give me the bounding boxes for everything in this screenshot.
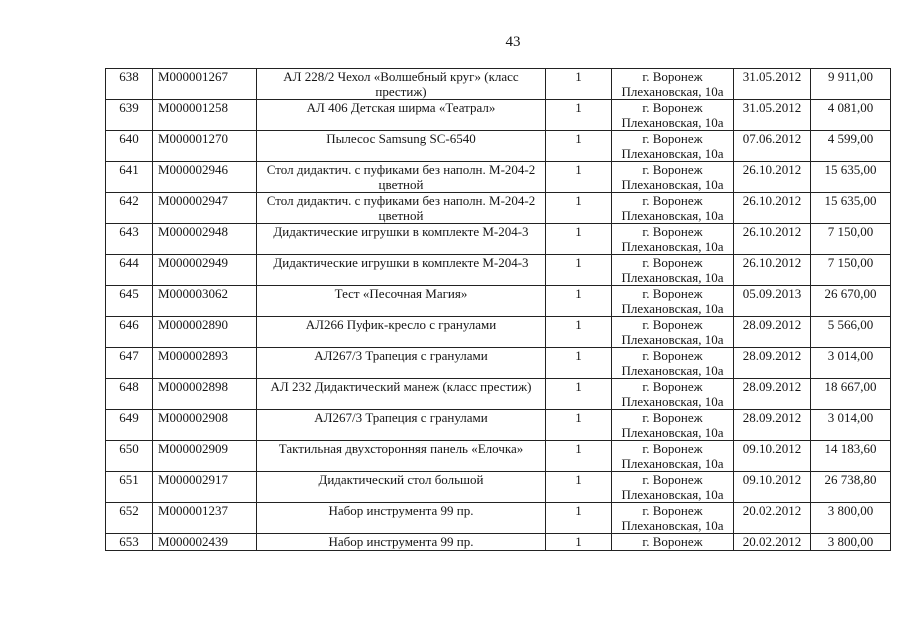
row-number-cell: 641 [106, 162, 153, 193]
quantity-cell: 1 [546, 379, 612, 410]
amount-cell: 7 150,00 [811, 255, 891, 286]
table-row [106, 503, 891, 534]
table-row [106, 131, 891, 162]
row-number-cell: 645 [106, 286, 153, 317]
item-name-cell: Дидактические игрушки в комплекте М-204-3 [257, 255, 546, 286]
location-cell: г. Воронеж Плехановская, 10а [612, 503, 734, 534]
location-cell: г. Воронеж Плехановская, 10а [612, 224, 734, 255]
item-name-cell: АЛ 406 Детская ширма «Театрал» [257, 100, 546, 131]
location-cell: г. Воронеж Плехановская, 10а [612, 317, 734, 348]
inventory-code-cell: M000002439 [153, 534, 257, 551]
date-cell: 20.02.2012 [734, 503, 811, 534]
location-cell: г. Воронеж Плехановская, 10а [612, 379, 734, 410]
amount-cell: 14 183,60 [811, 441, 891, 472]
inventory-code-cell: M000002917 [153, 472, 257, 503]
location-cell: г. Воронеж Плехановская, 10а [612, 162, 734, 193]
row-number-cell: 643 [106, 224, 153, 255]
date-cell: 05.09.2013 [734, 286, 811, 317]
amount-cell: 3 800,00 [811, 503, 891, 534]
inventory-code-cell: M000002908 [153, 410, 257, 441]
inventory-code-cell: M000001270 [153, 131, 257, 162]
row-number-cell: 651 [106, 472, 153, 503]
item-name-cell: Стол дидактич. с пуфиками без наполн. М-204-2 цветной [257, 162, 546, 193]
amount-cell: 3 014,00 [811, 348, 891, 379]
date-cell: 09.10.2012 [734, 441, 811, 472]
inventory-table-body [106, 69, 891, 551]
location-cell: г. Воронеж [612, 534, 734, 551]
inventory-code-cell: M000002948 [153, 224, 257, 255]
item-name-cell: Тест «Песочная Магия» [257, 286, 546, 317]
table-row [106, 286, 891, 317]
date-cell: 28.09.2012 [734, 410, 811, 441]
item-name-cell: Дидактические игрушки в комплекте М-204-3 [257, 224, 546, 255]
location-cell: г. Воронеж Плехановская, 10а [612, 441, 734, 472]
date-cell: 26.10.2012 [734, 193, 811, 224]
quantity-cell: 1 [546, 100, 612, 131]
date-cell: 28.09.2012 [734, 348, 811, 379]
location-cell: г. Воронеж Плехановская, 10а [612, 472, 734, 503]
inventory-code-cell: M000001258 [153, 100, 257, 131]
inventory-code-cell: M000003062 [153, 286, 257, 317]
amount-cell: 15 635,00 [811, 193, 891, 224]
amount-cell: 18 667,00 [811, 379, 891, 410]
table-row [106, 100, 891, 131]
quantity-cell: 1 [546, 410, 612, 441]
location-cell: г. Воронеж Плехановская, 10а [612, 131, 734, 162]
quantity-cell: 1 [546, 534, 612, 551]
table-row [106, 162, 891, 193]
row-number-cell: 652 [106, 503, 153, 534]
table-row [106, 224, 891, 255]
date-cell: 26.10.2012 [734, 224, 811, 255]
item-name-cell: Стол дидактич. с пуфиками без наполн. М-204-2 цветной [257, 193, 546, 224]
date-cell: 07.06.2012 [734, 131, 811, 162]
item-name-cell: АЛ266 Пуфик-кресло с гранулами [257, 317, 546, 348]
item-name-cell: Пылесос Samsung SC-6540 [257, 131, 546, 162]
table-row [106, 69, 891, 100]
table-row [106, 534, 891, 551]
quantity-cell: 1 [546, 472, 612, 503]
quantity-cell: 1 [546, 503, 612, 534]
date-cell: 31.05.2012 [734, 100, 811, 131]
item-name-cell: АЛ267/3 Трапеция с гранулами [257, 410, 546, 441]
table-row [106, 472, 891, 503]
location-cell: г. Воронеж Плехановская, 10а [612, 286, 734, 317]
date-cell: 20.02.2012 [734, 534, 811, 551]
row-number-cell: 646 [106, 317, 153, 348]
inventory-code-cell: M000001237 [153, 503, 257, 534]
amount-cell: 15 635,00 [811, 162, 891, 193]
item-name-cell: АЛ 232 Дидактический манеж (класс престиж) [257, 379, 546, 410]
row-number-cell: 640 [106, 131, 153, 162]
item-name-cell: Дидактический стол большой [257, 472, 546, 503]
quantity-cell: 1 [546, 131, 612, 162]
date-cell: 09.10.2012 [734, 472, 811, 503]
quantity-cell: 1 [546, 224, 612, 255]
page-number: 43 [505, 34, 521, 50]
inventory-code-cell: M000002947 [153, 193, 257, 224]
item-name-cell: Набор инструмента 99 пр. [257, 503, 546, 534]
location-cell: г. Воронеж Плехановская, 10а [612, 193, 734, 224]
amount-cell: 9 911,00 [811, 69, 891, 100]
amount-cell: 26 670,00 [811, 286, 891, 317]
row-number-cell: 642 [106, 193, 153, 224]
row-number-cell: 649 [106, 410, 153, 441]
date-cell: 28.09.2012 [734, 379, 811, 410]
amount-cell: 5 566,00 [811, 317, 891, 348]
row-number-cell: 638 [106, 69, 153, 100]
quantity-cell: 1 [546, 317, 612, 348]
row-number-cell: 648 [106, 379, 153, 410]
row-number-cell: 647 [106, 348, 153, 379]
date-cell: 28.09.2012 [734, 317, 811, 348]
item-name-cell: АЛ 228/2 Чехол «Волшебный круг» (класс престиж) [257, 69, 546, 100]
quantity-cell: 1 [546, 193, 612, 224]
location-cell: г. Воронеж Плехановская, 10а [612, 69, 734, 100]
inventory-code-cell: M000002893 [153, 348, 257, 379]
quantity-cell: 1 [546, 441, 612, 472]
inventory-code-cell: M000002890 [153, 317, 257, 348]
quantity-cell: 1 [546, 69, 612, 100]
location-cell: г. Воронеж Плехановская, 10а [612, 410, 734, 441]
amount-cell: 26 738,80 [811, 472, 891, 503]
amount-cell: 3 800,00 [811, 534, 891, 551]
row-number-cell: 644 [106, 255, 153, 286]
date-cell: 31.05.2012 [734, 69, 811, 100]
inventory-code-cell: M000001267 [153, 69, 257, 100]
date-cell: 26.10.2012 [734, 255, 811, 286]
row-number-cell: 639 [106, 100, 153, 131]
table-row [106, 317, 891, 348]
table-row [106, 410, 891, 441]
inventory-code-cell: M000002909 [153, 441, 257, 472]
item-name-cell: АЛ267/3 Трапеция с гранулами [257, 348, 546, 379]
quantity-cell: 1 [546, 286, 612, 317]
amount-cell: 4 599,00 [811, 131, 891, 162]
table-row [106, 441, 891, 472]
item-name-cell: Набор инструмента 99 пр. [257, 534, 546, 551]
quantity-cell: 1 [546, 348, 612, 379]
inventory-code-cell: M000002946 [153, 162, 257, 193]
amount-cell: 3 014,00 [811, 410, 891, 441]
table-row [106, 193, 891, 224]
table-row [106, 348, 891, 379]
row-number-cell: 653 [106, 534, 153, 551]
quantity-cell: 1 [546, 255, 612, 286]
amount-cell: 7 150,00 [811, 224, 891, 255]
item-name-cell: Тактильная двухсторонняя панель «Елочка» [257, 441, 546, 472]
table-row [106, 255, 891, 286]
location-cell: г. Воронеж Плехановская, 10а [612, 255, 734, 286]
inventory-code-cell: M000002898 [153, 379, 257, 410]
location-cell: г. Воронеж Плехановская, 10а [612, 100, 734, 131]
amount-cell: 4 081,00 [811, 100, 891, 131]
location-cell: г. Воронеж Плехановская, 10а [612, 348, 734, 379]
date-cell: 26.10.2012 [734, 162, 811, 193]
table-row [106, 379, 891, 410]
quantity-cell: 1 [546, 162, 612, 193]
inventory-table [105, 68, 891, 551]
inventory-code-cell: M000002949 [153, 255, 257, 286]
row-number-cell: 650 [106, 441, 153, 472]
